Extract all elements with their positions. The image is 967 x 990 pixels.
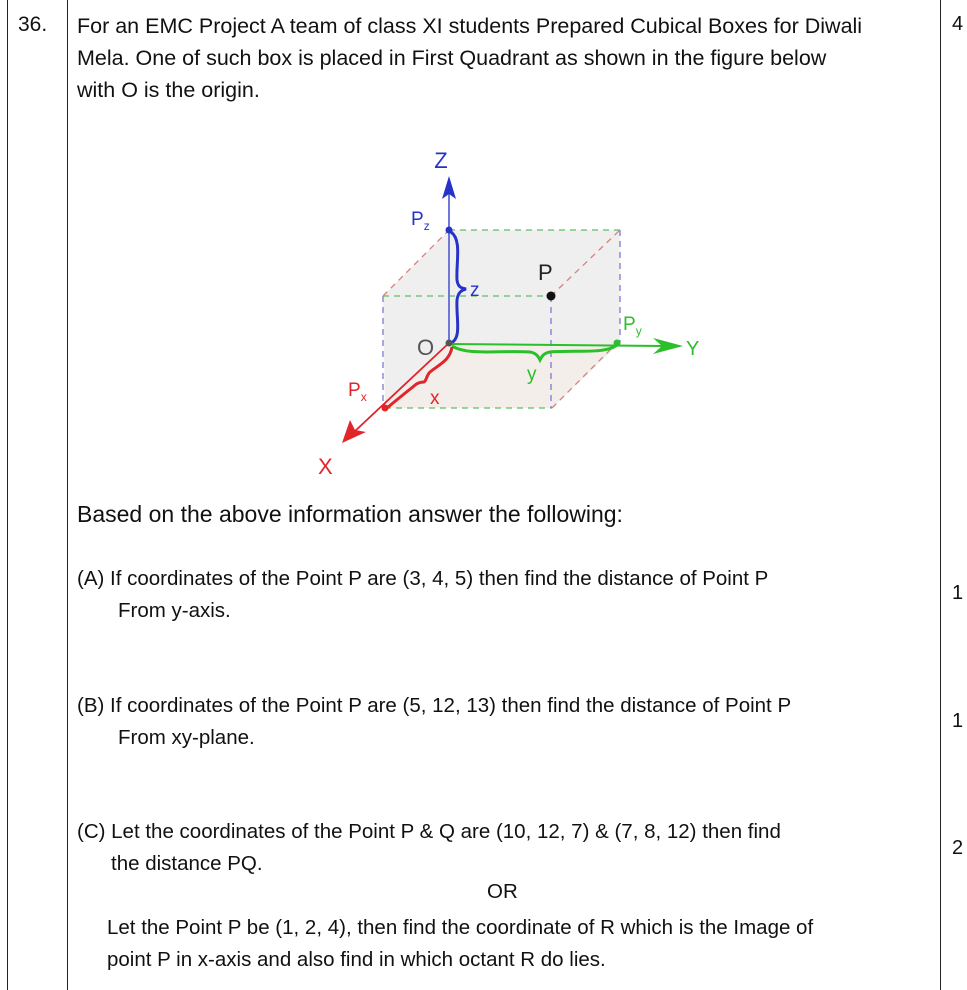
part-c [77,816,917,880]
stem-line: Mela. One of such box is placed in First Quadrant as shown in the figure below [77,46,827,70]
part-a-line1: (A) If coordinates of the Point P are (3, 4, 5) then find the distance of Point P [77,567,769,590]
alternative-line2: point P in x-axis and also find in which octant R do lies. [107,948,606,971]
y-brace-label: y [527,364,537,385]
point-p-dot [547,292,556,301]
py-label: $P_y$ [623,314,642,338]
part-b-line1: (B) If coordinates of the Point P are (5, 12, 13) then find the distance of Point P [77,694,792,717]
x-axis-label: X [318,454,333,479]
table-left-border [7,0,8,990]
stem-line: with O is the origin. [77,78,260,102]
question-stem [77,10,927,106]
alternative-line1: Let the Point P be (1, 2, 4), then find the coordinate of R which is the Image of [107,916,814,939]
lead-in-text: Based on the above information answer the following: [77,501,623,527]
part-b-marks: 1 [952,710,964,732]
pz-label: $P_z$ [411,209,430,233]
box-faces [383,230,620,408]
point-p-label: P [538,260,553,285]
part-a [77,563,917,627]
origin-label: O [417,335,435,360]
part-c-alternative [107,912,947,976]
question-number: 36. [18,13,48,36]
z-brace-label: z [470,280,480,301]
part-a-marks: 1 [952,582,964,604]
part-c-line1: (C) Let the coordinates of the Point P & Q are (10, 12, 7) & (7, 8, 12) then find [77,820,781,843]
part-a-line2: From y-axis. [118,599,231,622]
coordinate-box-figure [290,140,710,480]
part-c-marks: 2 [952,837,964,859]
number-column-divider [67,0,68,990]
y-axis-label: Y [686,338,700,360]
marks-column-divider [940,0,941,990]
or-separator: OR [487,880,518,903]
z-axis-label: Z [434,148,448,173]
origin-dot [446,340,453,347]
part-b-line2: From xy-plane. [118,726,255,749]
stem-line: For an EMC Project A team of class XI students Prepared Cubical Boxes for Diwali [77,14,863,38]
part-b [77,690,917,754]
x-brace-label: x [430,388,440,409]
total-marks: 4 [952,13,964,35]
part-c-line2: the distance PQ. [111,852,263,875]
px-label: $P_x$ [348,380,367,404]
